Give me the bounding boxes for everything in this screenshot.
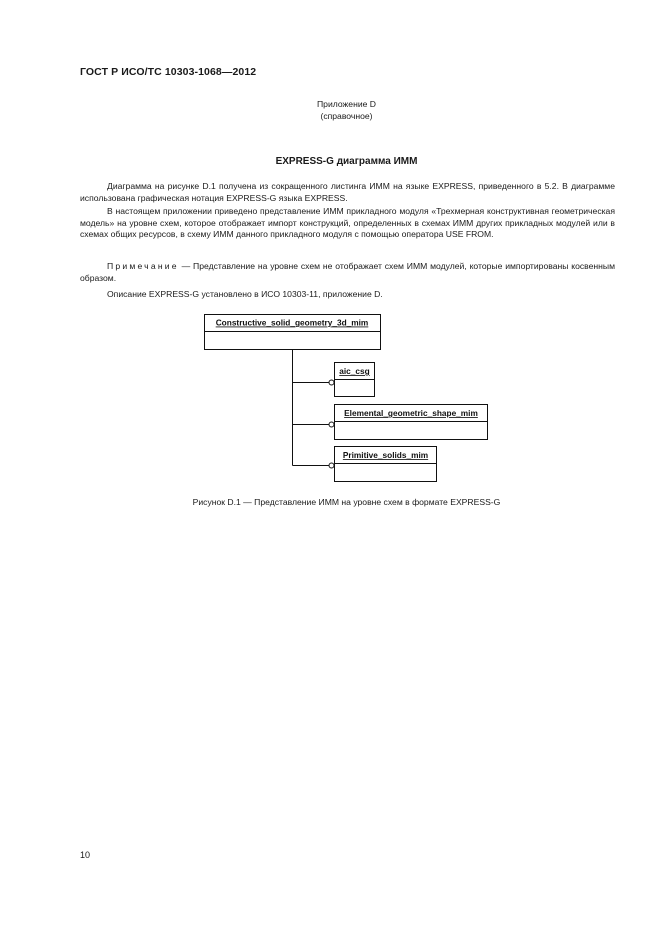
main-schema-label: Constructive_solid_geometry_3d_mim <box>215 317 369 328</box>
figure-caption: Рисунок D.1 — Представление ИММ на уровне схем в формате EXPRESS-G <box>192 497 501 507</box>
schema-connectors <box>293 350 330 466</box>
section-title: EXPRESS-G диаграмма ИММ <box>275 156 418 167</box>
page-number: 10 <box>80 850 91 860</box>
connector-end-circles <box>329 380 334 468</box>
note-label: Примечание <box>107 261 179 271</box>
paragraph-2-text: В настоящем приложении приведено представление ИММ прикладного модуля «Трехмерная конструктивная геометрическая модель» на уровне схем, которое отображает импорт конструкций, определенных в схемах ИММ других прикладных модулей или в схемах общих ресурсов, в схему ИММ данного прикладного модуля с помощью оператора USE FROM. <box>80 206 615 240</box>
imported-schema-label-2: Elemental_geometric_shape_mim <box>344 408 478 418</box>
note-text: — Представление на уровне схем не отображает схем ИММ модулей, которые импортированы косвенным образом. <box>80 261 615 283</box>
imported-schema-box-elemental <box>335 405 488 440</box>
appendix-subtitle: (справочное) <box>320 111 373 121</box>
main-schema-box <box>205 315 381 350</box>
imported-schema-box-primitive <box>335 447 437 482</box>
connector-circle-3 <box>329 463 334 468</box>
connector-circle-2 <box>329 422 334 427</box>
imported-schema-label-1: aic_csg <box>339 366 370 376</box>
imported-schema-label-3: Primitive_solids_mim <box>342 450 429 460</box>
appendix-title: Приложение D <box>317 99 376 109</box>
connector-circle-1 <box>329 380 334 385</box>
imported-schema-box-aic-csg <box>335 363 375 397</box>
paragraph-3-text: Описание EXPRESS-G установлено в ИСО 10303-11, приложение D. <box>107 289 383 299</box>
document-header: ГОСТ Р ИСО/ТС 10303-1068—2012 <box>80 66 257 78</box>
paragraph-1-text: Диаграмма на рисунке D.1 получена из сокращенного листинга ИММ на языке EXPRESS, приведенного в 5.2. В диаграмме использована графическая нотация EXPRESS-G языка EXPRESS. <box>80 181 615 203</box>
